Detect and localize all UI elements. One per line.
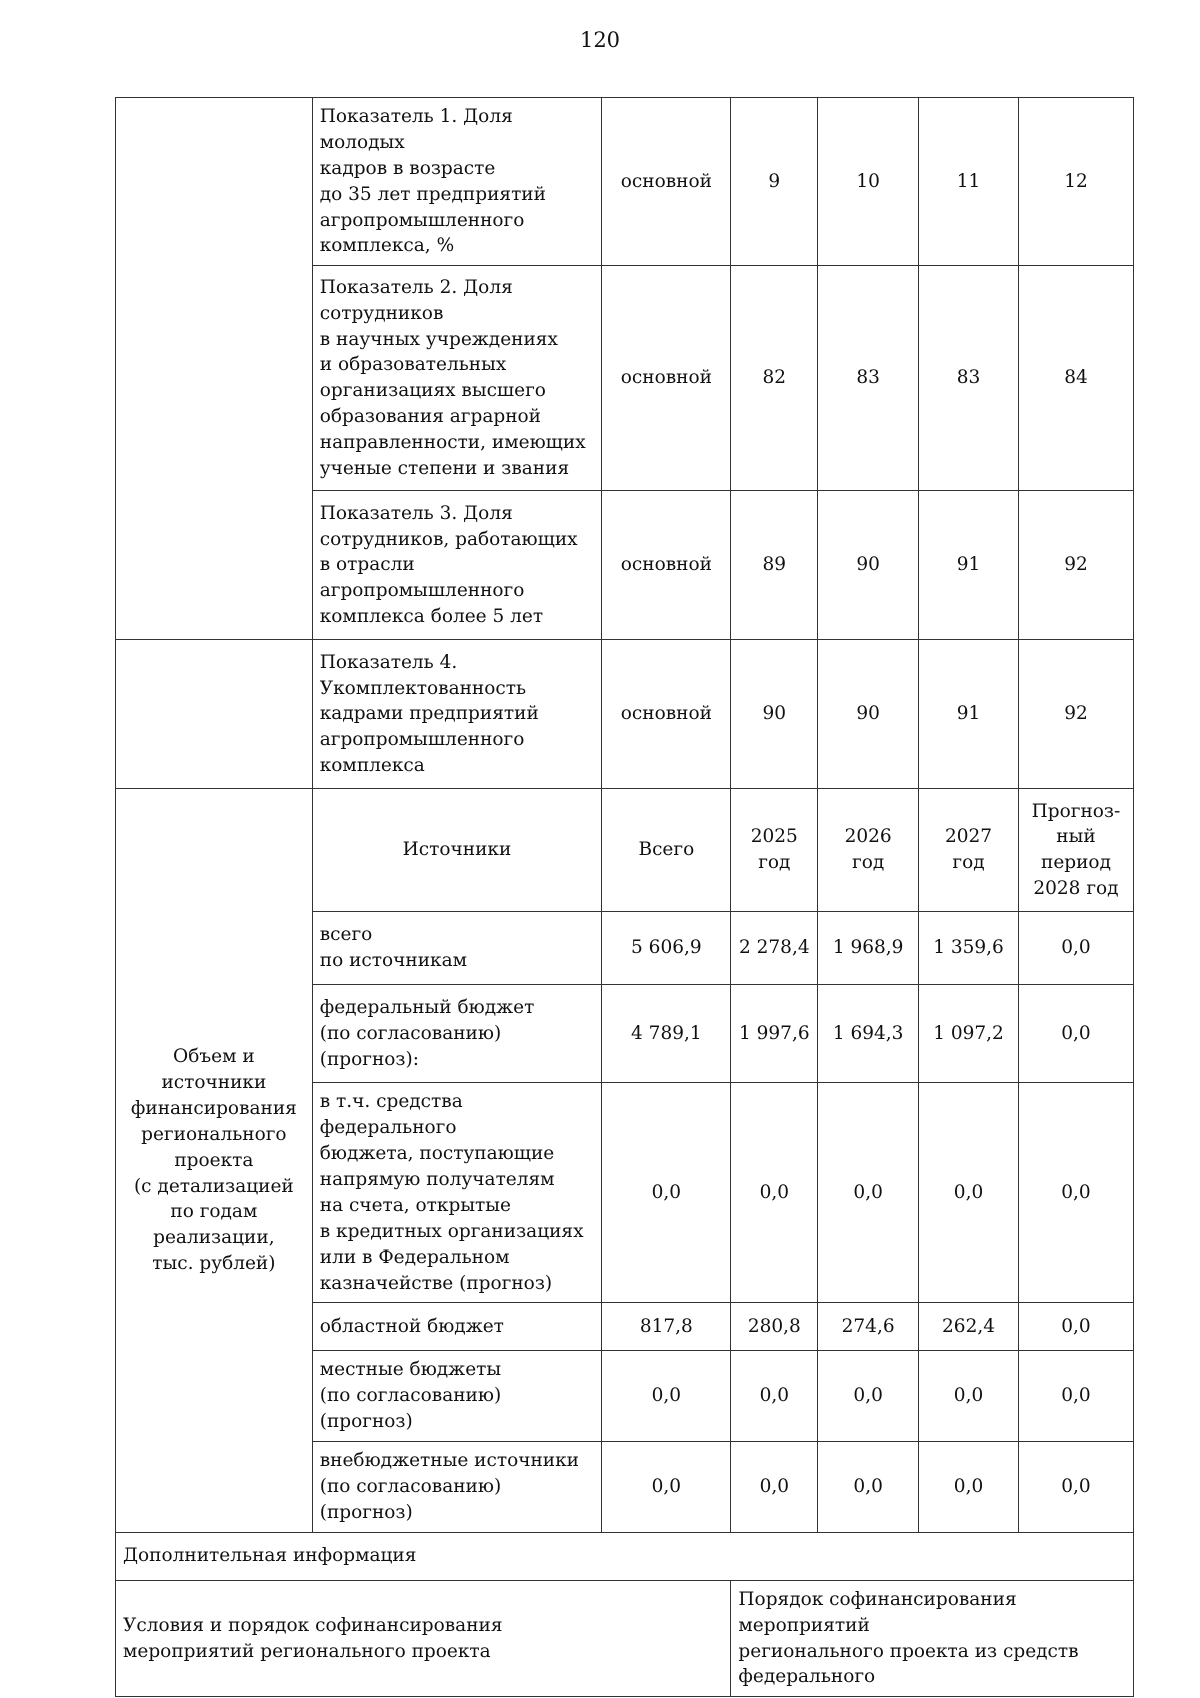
funding-2026: 0,0	[818, 1083, 919, 1303]
indicator-value: 83	[919, 266, 1019, 491]
additional-info-row	[116, 1532, 1134, 1580]
funding-2027: 0,0	[919, 1083, 1019, 1303]
indicator-label: Показатель 2. Доля сотрудников в научных учреждениях и образовательных организациях высшего образования аграрной направленности, имеющих ученые степени и звания	[312, 266, 602, 491]
indicator-type: основной	[602, 640, 731, 789]
funding-source-label: в т.ч. средства федерального бюджета, поступающие напрямую получателям на счета, открытые в кредитных организациях или в Федеральном казначействе (прогноз)	[312, 1083, 602, 1303]
funding-2025: 0,0	[731, 1442, 818, 1533]
funding-total: 4 789,1	[602, 985, 731, 1083]
funding-2028: 0,0	[1018, 985, 1133, 1083]
funding-source-label: всего по источникам	[312, 912, 602, 985]
indicator-row	[116, 98, 1134, 266]
indicator-label: Показатель 1. Доля молодых кадров в возрасте до 35 лет предприятий агропромышленного комплекса, %	[312, 98, 602, 266]
header-2027: 2027 год	[919, 789, 1019, 912]
indicator-value: 83	[818, 266, 919, 491]
indicator-value: 84	[1018, 266, 1133, 491]
funding-total: 0,0	[602, 1351, 731, 1442]
funding-2028: 0,0	[1018, 1351, 1133, 1442]
indicator-value: 11	[919, 98, 1019, 266]
indicator-value: 9	[731, 98, 818, 266]
funding-2026: 1 968,9	[818, 912, 919, 985]
funding-source-label: федеральный бюджет (по согласованию) (прогноз):	[312, 985, 602, 1083]
funding-2025: 0,0	[731, 1083, 818, 1303]
funding-2028: 0,0	[1018, 1303, 1133, 1351]
funding-header-row	[116, 789, 1134, 912]
indicator-value: 91	[919, 491, 1019, 640]
indicator-value: 82	[731, 266, 818, 491]
additional-info-heading: Дополнительная информация	[116, 1532, 1134, 1580]
indicator-value: 92	[1018, 491, 1133, 640]
header-2026: 2026 год	[818, 789, 919, 912]
indicator-value: 90	[818, 491, 919, 640]
header-total: Всего	[602, 789, 731, 912]
funding-2028: 0,0	[1018, 1442, 1133, 1533]
header-sources: Источники	[312, 789, 602, 912]
funding-2027: 262,4	[919, 1303, 1019, 1351]
indicator-value: 89	[731, 491, 818, 640]
funding-2025: 0,0	[731, 1351, 818, 1442]
indicator-type: основной	[602, 98, 731, 266]
indicator-value: 90	[731, 640, 818, 789]
funding-2027: 1 359,6	[919, 912, 1019, 985]
indicator-value: 92	[1018, 640, 1133, 789]
empty-side-cell	[116, 98, 313, 640]
indicator-value: 91	[919, 640, 1019, 789]
page-number: 120	[579, 28, 621, 52]
project-table	[115, 97, 1134, 1697]
funding-total: 0,0	[602, 1083, 731, 1303]
funding-2028: 0,0	[1018, 912, 1133, 985]
empty-side-cell	[116, 640, 313, 789]
funding-2027: 0,0	[919, 1442, 1019, 1533]
funding-side-label: Объем и источники финансирования регионального проекта (с детализацией по годам реализации, тыс. рублей)	[116, 789, 313, 1532]
funding-total: 5 606,9	[602, 912, 731, 985]
indicator-value: 12	[1018, 98, 1133, 266]
funding-2025: 280,8	[731, 1303, 818, 1351]
funding-total: 817,8	[602, 1303, 731, 1351]
funding-2027: 0,0	[919, 1351, 1019, 1442]
funding-source-label: местные бюджеты (по согласованию) (прогноз)	[312, 1351, 602, 1442]
funding-source-label: внебюджетные источники (по согласованию) (прогноз)	[312, 1442, 602, 1533]
cofinancing-left: Условия и порядок софинансирования мероприятий регионального проекта	[116, 1580, 731, 1697]
header-2025: 2025 год	[731, 789, 818, 912]
cofinancing-right: Порядок софинансирования мероприятий регионального проекта из средств федерального	[731, 1580, 1134, 1697]
indicator-label: Показатель 3. Доля сотрудников, работающих в отрасли агропромышленного комплекса более 5 лет	[312, 491, 602, 640]
header-forecast: Прогноз- ный период 2028 год	[1018, 789, 1133, 912]
indicator-value: 10	[818, 98, 919, 266]
funding-2026: 1 694,3	[818, 985, 919, 1083]
indicator-row	[116, 640, 1134, 789]
indicator-value: 90	[818, 640, 919, 789]
indicator-label: Показатель 4. Укомплектованность кадрами предприятий агропромышленного комплекса	[312, 640, 602, 789]
funding-2025: 1 997,6	[731, 985, 818, 1083]
cofinancing-row	[116, 1580, 1134, 1697]
funding-2026: 0,0	[818, 1351, 919, 1442]
funding-2025: 2 278,4	[731, 912, 818, 985]
funding-2028: 0,0	[1018, 1083, 1133, 1303]
funding-source-label: областной бюджет	[312, 1303, 602, 1351]
funding-2027: 1 097,2	[919, 985, 1019, 1083]
funding-2026: 274,6	[818, 1303, 919, 1351]
indicator-type: основной	[602, 266, 731, 491]
funding-2026: 0,0	[818, 1442, 919, 1533]
funding-total: 0,0	[602, 1442, 731, 1533]
indicator-type: основной	[602, 491, 731, 640]
